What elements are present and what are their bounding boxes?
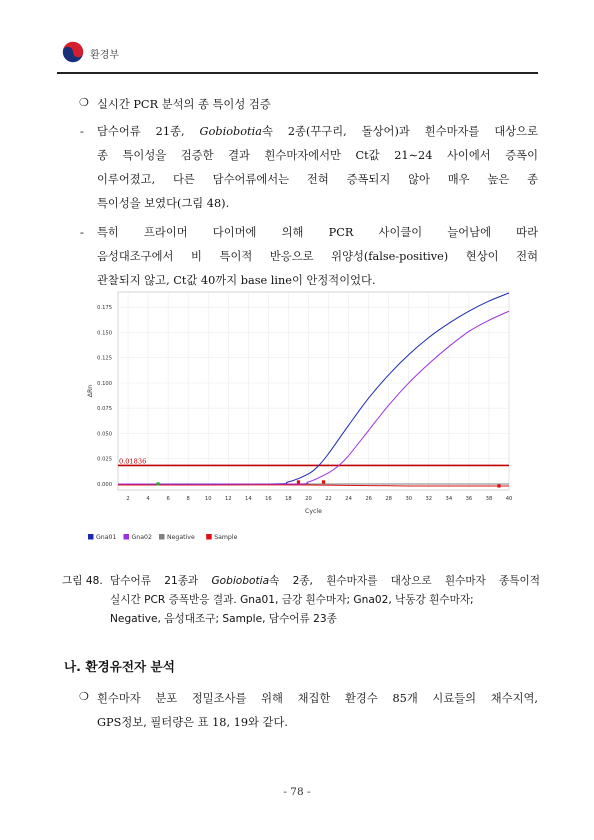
figure-label: 그림 48. — [62, 575, 103, 587]
legend-swatch-gna01 — [88, 534, 94, 540]
y-tick-label: 0.000 — [97, 481, 112, 488]
header-divider — [57, 72, 538, 74]
x-tick-label: 8 — [186, 496, 190, 502]
paragraph-line: 관찰되지 않고, Ct값 40까지 base line이 안정적이었다. — [97, 274, 376, 287]
organization-name: 환경부 — [90, 50, 119, 61]
paragraph-dash: - — [80, 226, 84, 239]
legend-label-negative: Negative — [167, 534, 195, 541]
y-tick-label: 0.175 — [97, 305, 112, 312]
x-tick-label: 24 — [345, 496, 352, 502]
section-bullet: ❍ — [79, 690, 89, 703]
section-bullet: ❍ — [79, 96, 89, 109]
x-tick-label: 40 — [505, 496, 513, 502]
paragraph-line: 담수어류 21종, Gobiobotia속 2종(꾸구리, 돌상어)과 흰수마자를 대상으로 — [97, 125, 538, 138]
page-number: - 78 - — [283, 786, 311, 798]
paragraph-line: 흰수마자 분포 정밀조사를 위해 채집한 환경수 85개 시료들의 채수지역, — [97, 692, 538, 705]
paragraph-line: GPS정보, 필터량은 표 18, 19와 같다. — [97, 716, 288, 729]
plot-area — [118, 292, 509, 490]
y-tick-label: 0.125 — [97, 355, 112, 362]
y-axis-label: ΔRn — [87, 384, 94, 398]
y-tick-label: 0.150 — [97, 330, 112, 337]
data-marker — [297, 480, 300, 483]
x-axis-label: Cycle — [305, 508, 322, 515]
section-heading: 나. 환경유전자 분석 — [64, 659, 175, 674]
x-tick-label: 28 — [385, 496, 392, 502]
x-tick-label: 14 — [245, 496, 252, 502]
y-tick-label: 0.075 — [97, 406, 112, 413]
y-tick-label: 0.100 — [97, 380, 112, 387]
threshold-label: 0.01836 — [119, 457, 147, 466]
korea-government-emblem-icon — [62, 41, 84, 63]
data-marker — [497, 484, 500, 487]
pcr-amplification-chart — [84, 287, 518, 552]
x-tick-label: 20 — [305, 496, 312, 502]
y-tick-label: 0.050 — [97, 431, 112, 438]
legend-swatch-sample — [206, 534, 212, 540]
x-tick-label: 4 — [146, 496, 150, 502]
section-title: 실시간 PCR 분석의 종 특이성 검증 — [97, 98, 271, 111]
caption-line: 실시간 PCR 증폭반응 결과. Gna01, 금강 흰수마자; Gna02, 낙동강 흰수마자; — [110, 594, 474, 606]
paragraph-environmental-dna — [97, 687, 538, 735]
legend-label-gna02: Gna02 — [131, 534, 152, 541]
legend-swatch-gna02 — [124, 534, 130, 540]
y-tick-label: 0.025 — [97, 456, 112, 463]
caption-line: Negative, 음성대조구; Sample, 담수어류 23종 — [110, 613, 337, 625]
data-marker — [157, 482, 160, 485]
paragraph-line: 특히 프라이머 다이머에 의해 PCR 사이클이 늘어남에 따라 — [97, 226, 538, 239]
legend-swatch-negative — [159, 534, 165, 540]
caption-line: 담수어류 21종과 Gobiobotia속 2종, 흰수마자를 대상으로 흰수마자 종특이적 — [110, 575, 540, 587]
paragraph-line: 종 특이성을 검증한 결과 흰수마자에서만 Ct값 21∼24 사이에서 증폭이 — [97, 149, 538, 162]
x-tick-label: 26 — [365, 496, 372, 502]
x-tick-label: 36 — [465, 496, 473, 502]
paragraph-species-specificity — [80, 120, 538, 216]
x-tick-label: 18 — [285, 496, 292, 502]
paragraph-line: 음성대조구에서 비 특이적 반응으로 위양성(false-positive) 현상이 전혀 — [97, 250, 538, 263]
x-tick-label: 2 — [126, 496, 130, 502]
amplification-plot — [84, 287, 518, 552]
paragraph-line: 이루어졌고, 다른 담수어류에서는 전혀 증폭되지 않아 매우 높은 종 — [97, 173, 538, 186]
x-tick-label: 38 — [485, 496, 493, 502]
legend-label-sample: Sample — [214, 534, 238, 541]
x-tick-label: 16 — [265, 496, 272, 502]
x-tick-label: 12 — [224, 496, 232, 502]
legend-label-gna01: Gna01 — [96, 534, 117, 541]
data-marker — [322, 480, 325, 483]
x-tick-label: 6 — [166, 496, 170, 502]
paragraph-dash: - — [80, 125, 84, 138]
x-tick-label: 22 — [325, 496, 332, 502]
x-tick-label: 34 — [445, 496, 453, 502]
x-tick-label: 32 — [425, 496, 433, 502]
x-tick-label: 10 — [204, 496, 212, 502]
paragraph-line: 특이성을 보였다(그림 48). — [97, 197, 230, 210]
x-tick-label: 30 — [405, 496, 413, 502]
figure-caption — [62, 572, 540, 632]
paragraph-negative-control — [80, 221, 538, 293]
